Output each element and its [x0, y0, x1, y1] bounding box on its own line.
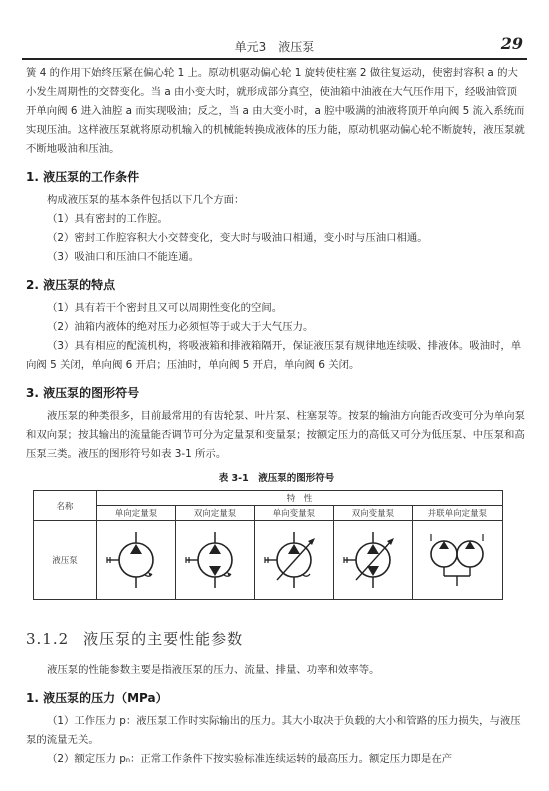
- column-header-2: 双向定量泵: [175, 506, 254, 521]
- unidirectional-variable-pump-symbol: [259, 530, 329, 590]
- section-2-heading: 2. 液压泵的特点: [26, 278, 116, 292]
- page-number: 29: [500, 34, 523, 53]
- subsection-title: 液压泵的主要性能参数: [83, 630, 244, 648]
- table-row-label: 液压泵: [34, 521, 97, 600]
- section-1-heading: 1. 液压泵的工作条件: [26, 170, 140, 184]
- unidirectional-fixed-pump-symbol: [101, 530, 171, 590]
- pump-symbol-table: [33, 490, 503, 600]
- section-1-item-2: （2）密封工作腔容积大小交替变化，变大时与吸油口相通，变小时与压油口相通。: [47, 232, 428, 244]
- unit-title: 单元3 液压泵: [234, 40, 315, 54]
- table-name-header: 名称: [34, 491, 97, 521]
- section-1-item-3: （3）吸油口和压油口不能连通。: [47, 251, 200, 263]
- page-header: [22, 34, 527, 60]
- intro-paragraph: 簧 4 的作用下始终压紧在偏心轮 1 上。原动机驱动偏心轮 1 旋转使柱塞 2 做往复运动，使密封容积 a 的大小发生周期性的交替变化。当 a 由小变大时，就形成部分真空，使油箱中油液在大气压作用下，经吸油管顶开单向阀 6 进入油腔 a 而实现吸油；反之，当 a 由大变小时，a 腔中吸满的油液将顶开单向阀 5 流入系统而实现压油。这样液压泵就将原动机输入的机械能转换成液体的压力能，原动机驱动偏心轮不断旋转，液压泵就不断地吸油和压油。: [26, 67, 525, 155]
- section-2-item-3: （3）具有相应的配流机构，将吸液箱和排液箱隔开，保证液压泵有规律地连续吸、排液体。吸油时，单向阀 5 关闭，单向阀 6 开启；压油时，单向阀 5 开启，单向阀 6 关闭。: [26, 340, 522, 371]
- section-4-lead: 液压泵的性能参数主要是指液压泵的压力、流量、排量、功率和效率等。: [47, 664, 380, 676]
- section-3-heading: 3. 液压泵的图形符号: [26, 386, 140, 400]
- column-header-4: 双向变量泵: [333, 506, 412, 521]
- bidirectional-fixed-pump-symbol: [180, 530, 250, 590]
- column-header-1: 单向定量泵: [97, 506, 176, 521]
- section-4-item-2: （2）额定压力 pₙ：正常工作条件下按实验标准连续运转的最高压力。额定压力即是在产: [47, 753, 453, 765]
- column-header-5: 并联单向定量泵: [412, 506, 502, 521]
- column-header-3: 单向变量泵: [254, 506, 333, 521]
- symbol-cell-3: [254, 521, 333, 600]
- section-3-paragraph: 液压泵的种类很多，目前最常用的有齿轮泵、叶片泵、柱塞泵等。按泵的输油方向能否改变可分为单向泵和双向泵；按其输出的流量能否调节可分为定量泵和变量泵；按额定压力的高低又可分为低压泵、中压泵和高压泵三类。液压的图形符号如表 3-1 所示。: [26, 410, 525, 460]
- section-4-heading: 1. 液压泵的压力（MPa）: [26, 691, 168, 705]
- table-caption: 表 3-1 液压泵的图形符号: [218, 473, 335, 484]
- section-2-item-2: （2）油箱内液体的绝对压力必须恒等于或大于大气压力。: [47, 321, 314, 333]
- subsection-number: 3.1.2: [26, 630, 70, 648]
- symbol-cell-4: [333, 521, 412, 600]
- symbol-cell-1: [97, 521, 176, 600]
- bidirectional-variable-pump-symbol: [338, 530, 408, 590]
- symbol-cell-5: [412, 521, 502, 600]
- table-feature-header: 特 性: [97, 491, 503, 506]
- page-content: [26, 64, 527, 769]
- symbol-cell-2: [175, 521, 254, 600]
- section-1-item-1: （1）具有密封的工作腔。: [47, 213, 168, 225]
- parallel-unidirectional-fixed-pump-symbol: [417, 530, 497, 590]
- section-4-item-1: （1）工作压力 p：液压泵工作时实际输出的压力。其大小取决于负载的大小和管路的压力损失，与液压泵的流量无关。: [26, 715, 521, 746]
- section-1-lead: 构成液压泵的基本条件包括以下几个方面：: [47, 194, 245, 206]
- section-2-item-1: （1）具有若干个密封且又可以周期性变化的空间。: [47, 302, 283, 314]
- subsection-heading: [26, 628, 527, 649]
